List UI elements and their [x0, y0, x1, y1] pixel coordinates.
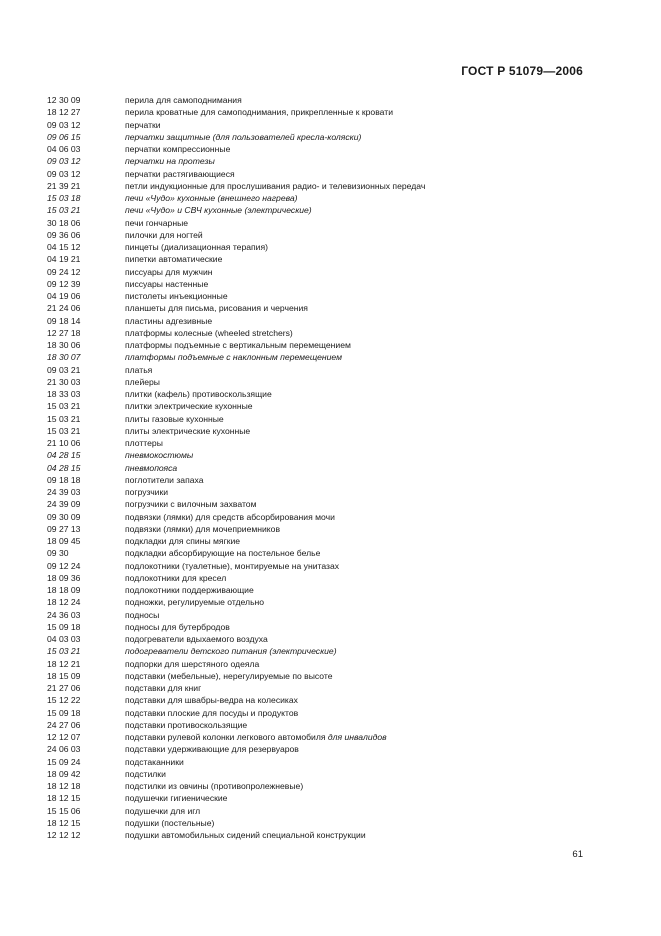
index-entry-row — [47, 437, 607, 449]
entry-term-text: подлокотники поддерживающие — [125, 585, 254, 595]
entry-code: 15 12 22 — [47, 695, 81, 706]
index-entry-row — [47, 719, 607, 731]
entry-code: 18 15 09 — [47, 670, 81, 681]
entry-code: 04 15 12 — [47, 242, 81, 252]
index-entry-row — [47, 731, 607, 743]
index-entry-row — [47, 756, 607, 768]
entry-term-text: печи «Чудо» и СВЧ кухонные (электрические) — [125, 205, 312, 216]
entry-term — [125, 609, 159, 621]
entry-code: 18 33 03 — [47, 389, 81, 399]
entry-term — [125, 364, 152, 376]
index-entry-row — [47, 511, 607, 523]
entry-term — [125, 707, 298, 719]
entry-code: 12 12 12 — [47, 830, 81, 840]
entry-term-text: пилочки для ногтей — [125, 229, 203, 240]
index-entry-row — [47, 351, 607, 363]
entry-code: 09 27 13 — [47, 523, 81, 534]
entry-term — [125, 449, 193, 461]
entry-code: 21 10 06 — [47, 438, 81, 448]
entry-term-italic-suffix: для инвалидов — [327, 732, 387, 742]
index-entry-row — [47, 572, 607, 584]
entry-code: 09 03 12 — [47, 156, 81, 167]
entry-code: 30 18 06 — [47, 217, 81, 228]
index-entry-row — [47, 339, 607, 351]
entry-term — [125, 168, 235, 180]
entry-term-text: пластины адгезивные — [125, 315, 213, 326]
entry-term — [125, 829, 366, 841]
index-entry-row — [47, 364, 607, 376]
entry-term — [125, 315, 212, 327]
entry-code: 15 03 18 — [47, 193, 81, 203]
entry-code: 04 28 15 — [47, 462, 81, 473]
entry-code: 18 09 42 — [47, 768, 81, 779]
index-entry-row — [47, 168, 607, 180]
entry-code: 09 03 12 — [47, 168, 81, 179]
entry-term-text: подушки (постельные) — [125, 817, 215, 828]
entry-term — [125, 535, 240, 547]
entry-term-text: подогреватели детского питания (электрические) — [125, 646, 337, 657]
entry-term — [125, 756, 184, 768]
index-entry-row — [47, 388, 607, 400]
entry-term — [125, 351, 342, 363]
entry-term-text: подносы — [125, 609, 160, 620]
index-entry-row — [47, 707, 607, 719]
index-entry-row — [47, 266, 607, 278]
entry-term — [125, 302, 308, 314]
index-entry-row — [47, 609, 607, 621]
entry-code: 15 09 18 — [47, 621, 81, 632]
index-entry-row — [47, 535, 607, 547]
index-entry-row — [47, 229, 607, 241]
entry-term-text: пневмопояса — [125, 462, 178, 473]
entry-code: 15 09 18 — [47, 707, 81, 718]
entry-term-text: погрузчики с вилочным захватом — [125, 499, 257, 510]
entry-term-text: подкладки абсорбирующие на постельное белье — [125, 548, 321, 559]
index-entry-row — [47, 376, 607, 388]
entry-term — [125, 204, 312, 216]
entry-code: 18 30 06 — [47, 340, 81, 350]
index-entry-row — [47, 633, 607, 645]
entry-term-text: перчатки — [125, 119, 161, 130]
entry-code: 18 12 18 — [47, 781, 81, 791]
entry-term — [125, 155, 215, 167]
entry-code: 18 30 07 — [47, 352, 81, 363]
index-entry-row — [47, 302, 607, 314]
entry-term-text: подушечки для игл — [125, 805, 201, 816]
index-entry-row — [47, 829, 607, 841]
entry-term-text: пинцеты (диализационная терапия) — [125, 242, 268, 252]
entry-term — [125, 547, 320, 559]
entry-code: 09 12 24 — [47, 560, 81, 571]
entry-code: 18 12 21 — [47, 658, 81, 669]
entry-term-text: подстилки — [125, 768, 166, 779]
index-entry-row — [47, 462, 607, 474]
entry-code: 15 03 21 — [47, 413, 81, 424]
entry-term-text: плоттеры — [125, 438, 163, 448]
entry-term — [125, 486, 168, 498]
index-entry-row — [47, 143, 607, 155]
entry-code: 12 12 07 — [47, 732, 81, 742]
entry-term — [125, 119, 161, 131]
entry-term — [125, 339, 351, 351]
entry-term — [125, 572, 226, 584]
entry-term — [125, 584, 254, 596]
index-entry-row — [47, 486, 607, 498]
entry-code: 12 27 18 — [47, 327, 81, 338]
entry-code: 09 18 14 — [47, 315, 81, 326]
index-entry-row — [47, 131, 607, 143]
entry-term-text: плитки (кафель) противоскользящие — [125, 389, 272, 399]
index-entry-row — [47, 474, 607, 486]
entry-term — [125, 645, 337, 657]
entry-term — [125, 462, 177, 474]
entry-code: 24 27 06 — [47, 719, 81, 730]
entry-term-text: погрузчики — [125, 487, 169, 497]
entry-term-text: перчатки на протезы — [125, 156, 215, 167]
entry-term — [125, 792, 227, 804]
index-entry-row — [47, 94, 607, 106]
index-entry-row — [47, 241, 607, 253]
entry-term — [125, 694, 298, 706]
index-entry-row — [47, 413, 607, 425]
index-entry-row — [47, 658, 607, 670]
entry-term — [125, 143, 230, 155]
entry-term-text: писсуары для мужчин — [125, 266, 213, 277]
entry-term-text: перила кроватные для самоподнимания, прикрепленные к кровати — [125, 107, 393, 118]
entry-code: 09 12 39 — [47, 278, 81, 289]
entry-term — [125, 633, 268, 645]
entry-term-text: подвязки (лямки) для мочеприемников — [125, 523, 281, 534]
index-entry-row — [47, 792, 607, 804]
entry-code: 24 39 09 — [47, 499, 81, 510]
entry-code: 04 19 06 — [47, 291, 81, 301]
index-entry-row — [47, 155, 607, 167]
index-entry-row — [47, 204, 607, 216]
entry-code: 15 09 24 — [47, 756, 81, 767]
entry-term-text: плиты газовые кухонные — [125, 413, 224, 424]
entry-term-text: поглотители запаха — [125, 474, 204, 485]
index-entry-row — [47, 192, 607, 204]
entry-code: 09 03 21 — [47, 364, 81, 375]
entry-term-text: подушки автомобильных сидений специальной конструкции — [125, 830, 366, 840]
index-entry-row — [47, 278, 607, 290]
entry-term — [125, 388, 272, 400]
index-entry-row — [47, 327, 607, 339]
entry-term — [125, 278, 208, 290]
entry-term-text: пипетки автоматические — [125, 254, 223, 265]
entry-term — [125, 94, 242, 106]
entry-term — [125, 743, 299, 755]
entry-code: 18 12 27 — [47, 107, 81, 118]
entry-code: 04 28 15 — [47, 450, 81, 461]
entry-term-text: плитки электрические кухонные — [125, 401, 253, 412]
entry-term-text: подлокотники (туалетные), монтируемые на унитазах — [125, 560, 340, 571]
index-entry-row — [47, 805, 607, 817]
index-entry-row — [47, 621, 607, 633]
entry-term-text: подушечки гигиенические — [125, 793, 228, 804]
entry-term-text: подставки удерживающие для резервуаров — [125, 744, 299, 755]
entry-code: 15 03 21 — [47, 205, 81, 216]
entry-term — [125, 376, 160, 388]
entry-code: 09 30 09 — [47, 511, 81, 522]
index-entry-row — [47, 596, 607, 608]
index-entry-row — [47, 780, 607, 792]
index-entry-row — [47, 817, 607, 829]
entry-term — [125, 400, 253, 412]
entry-term — [125, 229, 203, 241]
entry-term-text: подносы для бутербродов — [125, 621, 230, 632]
entry-term — [125, 425, 250, 437]
entry-term-text: писсуары настенные — [125, 278, 209, 289]
entry-term-text: перчатки растягивающиеся — [125, 168, 235, 179]
index-entry-list — [47, 94, 607, 841]
index-entry-row — [47, 217, 607, 229]
entry-term-text: подогреватели вдыхаемого воздуха — [125, 634, 268, 644]
entry-term — [125, 621, 230, 633]
index-entry-row — [47, 315, 607, 327]
entry-code: 04 06 03 — [47, 144, 81, 154]
entry-code: 15 03 21 — [47, 425, 81, 436]
entry-term — [125, 817, 214, 829]
entry-term-text: подставки (мебельные), нерегулируемые по высоте — [125, 670, 333, 681]
entry-code: 15 15 06 — [47, 805, 81, 816]
index-entry-row — [47, 253, 607, 265]
index-entry-row — [47, 400, 607, 412]
entry-term — [125, 731, 387, 743]
index-entry-row — [47, 560, 607, 572]
entry-term — [125, 780, 303, 792]
entry-term — [125, 437, 163, 449]
entry-code: 04 19 21 — [47, 254, 81, 265]
entry-code: 09 06 15 — [47, 131, 81, 142]
entry-term — [125, 511, 335, 523]
index-entry-row — [47, 694, 607, 706]
index-entry-row — [47, 645, 607, 657]
index-entry-row — [47, 682, 607, 694]
entry-term-text: подставки для швабры-ведра на колесиках — [125, 695, 298, 706]
entry-term-text: подлокотники для кресел — [125, 572, 227, 583]
entry-term — [125, 523, 280, 535]
entry-term — [125, 266, 213, 278]
entry-term — [125, 596, 264, 608]
entry-term — [125, 805, 200, 817]
entry-term-text: подвязки (лямки) для средств абсорбирования мочи — [125, 511, 335, 522]
entry-term-text: подставки рулевой колонки легкового автомобиля — [125, 732, 328, 742]
entry-term — [125, 670, 333, 682]
entry-term-text: подстилки из овчины (противопролежневые) — [125, 781, 304, 791]
entry-code: 24 36 03 — [47, 609, 81, 620]
entry-code: 18 12 15 — [47, 817, 81, 828]
entry-term — [125, 560, 339, 572]
entry-term — [125, 658, 259, 670]
entry-term — [125, 253, 222, 265]
entry-code: 21 39 21 — [47, 180, 81, 191]
index-entry-row — [47, 547, 607, 559]
entry-code: 18 09 36 — [47, 572, 81, 583]
index-entry-row — [47, 106, 607, 118]
entry-term-text: подставки плоские для посуды и продуктов — [125, 707, 299, 718]
entry-term-text: пневмокостюмы — [125, 450, 194, 461]
entry-term-text: подпорки для шерстяного одеяла — [125, 658, 260, 669]
entry-code: 15 03 21 — [47, 401, 81, 412]
page-number: 61 — [572, 849, 583, 860]
entry-term — [125, 498, 256, 510]
entry-term — [125, 192, 298, 204]
index-entry-row — [47, 670, 607, 682]
entry-term — [125, 290, 228, 302]
entry-term-text: планшеты для письма, рисования и черчения — [125, 303, 308, 314]
entry-code: 12 30 09 — [47, 95, 81, 105]
entry-term — [125, 768, 166, 780]
entry-term-text: подставки для книг — [125, 683, 202, 693]
index-entry-row — [47, 498, 607, 510]
entry-term — [125, 474, 204, 486]
index-entry-row — [47, 584, 607, 596]
entry-term-text: платформы подъемные с вертикальным перемещением — [125, 340, 351, 350]
entry-term — [125, 131, 361, 143]
entry-term — [125, 327, 293, 339]
entry-term — [125, 413, 224, 425]
entry-code: 18 12 24 — [47, 597, 81, 608]
entry-term — [125, 682, 201, 694]
entry-term-text: печи гончарные — [125, 217, 189, 228]
index-entry-row — [47, 523, 607, 535]
index-entry-row — [47, 180, 607, 192]
index-entry-row — [47, 119, 607, 131]
entry-term-text: пистолеты инъекционные — [125, 291, 228, 301]
index-entry-row — [47, 768, 607, 780]
index-entry-row — [47, 449, 607, 461]
entry-term-text: перчатки защитные (для пользователей кресла-коляски) — [125, 131, 362, 142]
entry-term — [125, 106, 393, 118]
entry-term-text: подкладки для спины мягкие — [125, 536, 241, 546]
entry-term-text: плиты электрические кухонные — [125, 425, 251, 436]
entry-term-text: платформы колесные (wheeled stretchers) — [125, 327, 293, 338]
entry-term-text: петли индукционные для прослушивания радио- и телевизионных передач — [125, 180, 426, 191]
entry-term — [125, 241, 268, 253]
entry-term — [125, 217, 188, 229]
entry-code: 09 24 12 — [47, 266, 81, 277]
entry-term-text: печи «Чудо» кухонные (внешнего нагрева) — [125, 193, 298, 203]
entry-term-text: перила для самоподнимания — [125, 95, 242, 105]
index-entry-row — [47, 743, 607, 755]
entry-code: 09 18 18 — [47, 474, 81, 485]
entry-code: 09 30 — [47, 548, 69, 559]
entry-code: 18 18 09 — [47, 585, 81, 595]
entry-code: 18 09 45 — [47, 536, 81, 546]
entry-term-text: подстаканники — [125, 756, 184, 767]
index-entry-row — [47, 290, 607, 302]
entry-code: 15 03 21 — [47, 646, 81, 657]
entry-term-text: подставки противоскользящие — [125, 719, 248, 730]
entry-code: 21 30 03 — [47, 376, 81, 387]
document-header: ГОСТ Р 51079—2006 — [461, 64, 583, 78]
entry-term-text: плейеры — [125, 376, 160, 387]
entry-code: 21 24 06 — [47, 303, 81, 314]
entry-code: 18 12 15 — [47, 793, 81, 804]
entry-code: 04 03 03 — [47, 634, 81, 644]
index-entry-row — [47, 425, 607, 437]
entry-term-text: платья — [125, 364, 153, 375]
entry-code: 09 36 06 — [47, 229, 81, 240]
entry-term — [125, 719, 247, 731]
entry-term-text: платформы подъемные с наклонным перемещением — [125, 352, 343, 363]
entry-term-text: перчатки компрессионные — [125, 144, 231, 154]
entry-code: 21 27 06 — [47, 683, 81, 693]
entry-term — [125, 180, 425, 192]
entry-code: 09 03 12 — [47, 119, 81, 130]
entry-code: 24 06 03 — [47, 744, 81, 755]
entry-code: 24 39 03 — [47, 487, 81, 497]
entry-term-text: подножки, регулируемые отдельно — [125, 597, 265, 608]
